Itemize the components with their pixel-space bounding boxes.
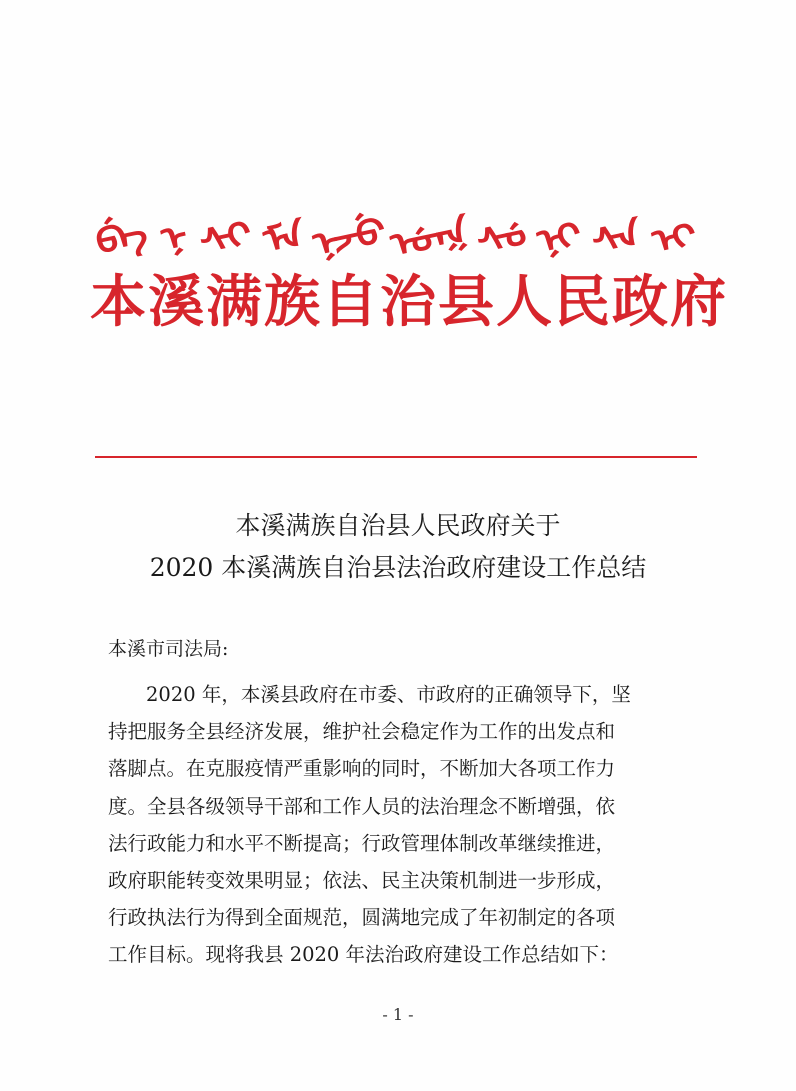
body-line: 工作目标。现将我县 2020 年法治政府建设工作总结如下： — [108, 943, 619, 967]
title-line-1: 本溪满族自治县人民政府关于 — [235, 511, 561, 540]
body-line: 持把服务全县经济发展，维护社会稳定作为工作的出发点和 — [108, 720, 616, 744]
manchu-glyph: ᠰᡳ — [196, 213, 257, 264]
manchu-glyph: ᡳ — [649, 214, 701, 263]
document-title — [60, 505, 736, 589]
body-paragraph — [108, 676, 688, 974]
salutation: 本溪市司法局: — [108, 638, 229, 660]
manchu-glyph: ᠨᡳ — [533, 214, 586, 263]
manchu-glyph: ᠪᡝ — [92, 213, 152, 264]
page-number: - 1 - — [382, 1005, 414, 1024]
letterhead-red-rule — [95, 456, 697, 458]
manchu-glyph: ᡠᡴ — [387, 211, 473, 267]
manchu-glyph: ᠮᠠ — [260, 215, 309, 263]
manchu-glyph: ᠨ — [156, 216, 192, 262]
manchu-glyph: ᠰᠠ — [589, 214, 646, 264]
body-line: 2020 年，本溪县政府在市委、市政府的正确领导下，坚 — [146, 683, 631, 706]
body-line: 法行政能力和水平不断提高；行政管理体制改革继续推进， — [108, 831, 616, 855]
manchu-glyph: ᠰᡠ — [473, 214, 530, 264]
body-line: 落脚点。在克服疫情严重影响的同时，不断加大各项工作力 — [108, 757, 616, 781]
manchu-script-line — [90, 200, 701, 267]
body-line: 行政执法行为得到全面规范，圆满地完成了年初制定的各项 — [108, 906, 616, 930]
body-line: 度。全县各级领导干部和工作人员的法治理念不断增强，依 — [108, 794, 616, 818]
body-line: 政府职能转变效果明显；依法、民主决策机制进一步形成， — [108, 869, 616, 893]
title-line-2: 2020 本溪满族自治县法治政府建设工作总结 — [149, 553, 647, 582]
manchu-glyph: ᠨᠵᡠ — [309, 211, 390, 266]
letterhead — [90, 200, 728, 338]
issuing-organization-name: 本溪满族自治县人民政府 — [90, 270, 728, 335]
